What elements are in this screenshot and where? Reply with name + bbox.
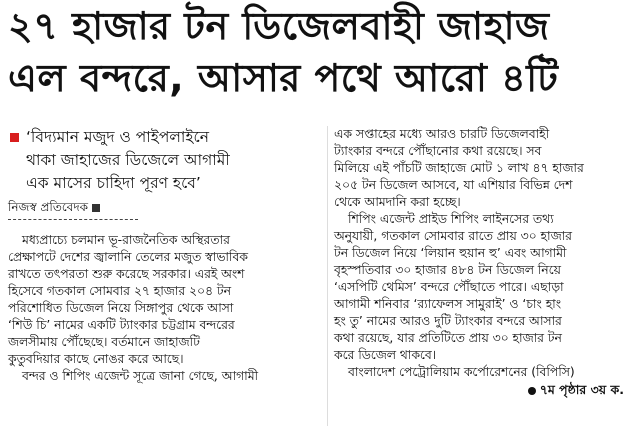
left-body-text: [8, 232, 326, 385]
column-divider: [327, 126, 328, 426]
subhead-line-1: ‘বিদ্যমান মজুদ ও পাইপলাইনে: [26, 128, 209, 146]
body-line: হং তু’ নামের আরও দুটি ট্যাংকার বন্দরে আসার: [334, 314, 562, 328]
body-line: টন ডিজেল নিয়ে ‘লিয়ান হুয়ান হু’ এবং আগামী: [334, 246, 567, 260]
body-line: আগামী শনিবার ‘র‍্যাফেলস সামুরাই’ ও ‘চাং হাং: [334, 297, 562, 311]
reporter-byline: [8, 197, 138, 220]
body-line: রাখতে তৎপরতা শুরু করেছে সরকার। এরই অংশ: [8, 267, 245, 281]
subhead-line-3: এক মাসের চাহিদা পূরণ হবে’: [26, 174, 201, 192]
body-line: অনুযায়ী, গতকাল সোমবার রাতে প্রায় ৩০ হাজার: [334, 229, 572, 243]
body-line: এক সপ্তাহের মধ্যে আরও চারটি ডিজেলবাহী: [334, 127, 550, 141]
right-column: [334, 126, 630, 399]
body-line: পরিশোধিত ডিজেল নিয়ে সিঙ্গাপুর থেকে আসা: [8, 301, 234, 315]
subheadline: [8, 126, 326, 195]
body-line: শিপিং এজেন্ট প্রাইড শিপিং লাইনসের তথ্য: [348, 212, 554, 226]
headline-line-1: ২৭ হাজার টন ডিজেলবাহী জাহাজ: [8, 4, 550, 48]
body-line: প্রেক্ষাপটে দেশের জ্বালানি তেলের মজুত স্বাভাবিক: [8, 250, 248, 264]
body-line: বন্দর ও শিপিং এজেন্ট সূত্রে জানা গেছে, আগামী: [22, 369, 259, 383]
continuation-note[interactable]: [334, 381, 630, 399]
body-line: বাংলাদেশ পেট্রোলিয়াম কর্পোরেশনের (বিপিসি): [348, 365, 575, 379]
body-line: জলসীমায় পৌঁছেছে। বর্তমানে জাহাজটি: [8, 335, 200, 349]
body-line: ট্যাংকার বন্দরে পৌঁছানোর কথা রয়েছে। সব: [334, 144, 542, 158]
continuation-text: ৭ম পৃষ্ঠার ৩য় ক.: [539, 382, 624, 397]
body-line: থেকে আমদানি করা হচ্ছে।: [334, 195, 461, 209]
body-line: ‘এসপিটি থেমিস’ বন্দরে পৌঁছাতে পারে। এছাড়া: [334, 280, 564, 294]
body-line: ‘শিউ চি’ নামের একটি ট্যাংকার চট্টগ্রাম বন্দরের: [8, 318, 235, 332]
subhead-line-2: থাকা জাহাজের ডিজেলে আগামী: [26, 151, 230, 169]
body-line: ২০৫ টন ডিজেল আসবে, যা এশিয়ার বিভিন্ন দেশ: [334, 178, 573, 192]
bullet-dot-icon: [528, 387, 536, 395]
left-column: [8, 126, 326, 385]
body-line: কুতুবদিয়ার কাছে নোঙর করে আছে।: [8, 352, 184, 366]
headline: [8, 0, 628, 104]
headline-line-2: এল বন্দরে, আসার পথে আরো ৪টি: [8, 56, 559, 100]
right-body-text: [334, 126, 630, 381]
body-line: কথা রয়েছে, যার প্রতিটিতে প্রায় ৩০ হাজার টন: [334, 331, 562, 345]
body-line: করে ডিজেল থাকবে।: [334, 348, 437, 362]
byline-square-icon: [92, 204, 100, 212]
reporter-name: নিজস্ব প্রতিবেদক: [8, 200, 89, 214]
body-line: মধ্যপ্রাচ্যে চলমান ভূ-রাজনৈতিক অস্থিরতার: [22, 233, 230, 247]
red-square-bullet-icon: [10, 133, 19, 142]
body-line: বৃহস্পতিবার ৩০ হাজার ৪৮৪ টন ডিজেল নিয়ে: [334, 263, 561, 277]
body-line: মিলিয়ে এই পাঁচটি জাহাজে মোট ১ লাখ ৪৭ হাজার: [334, 161, 584, 175]
body-line: হিসেবে গতকাল সোমবার ২৭ হাজার ২০৪ টন: [8, 284, 231, 298]
